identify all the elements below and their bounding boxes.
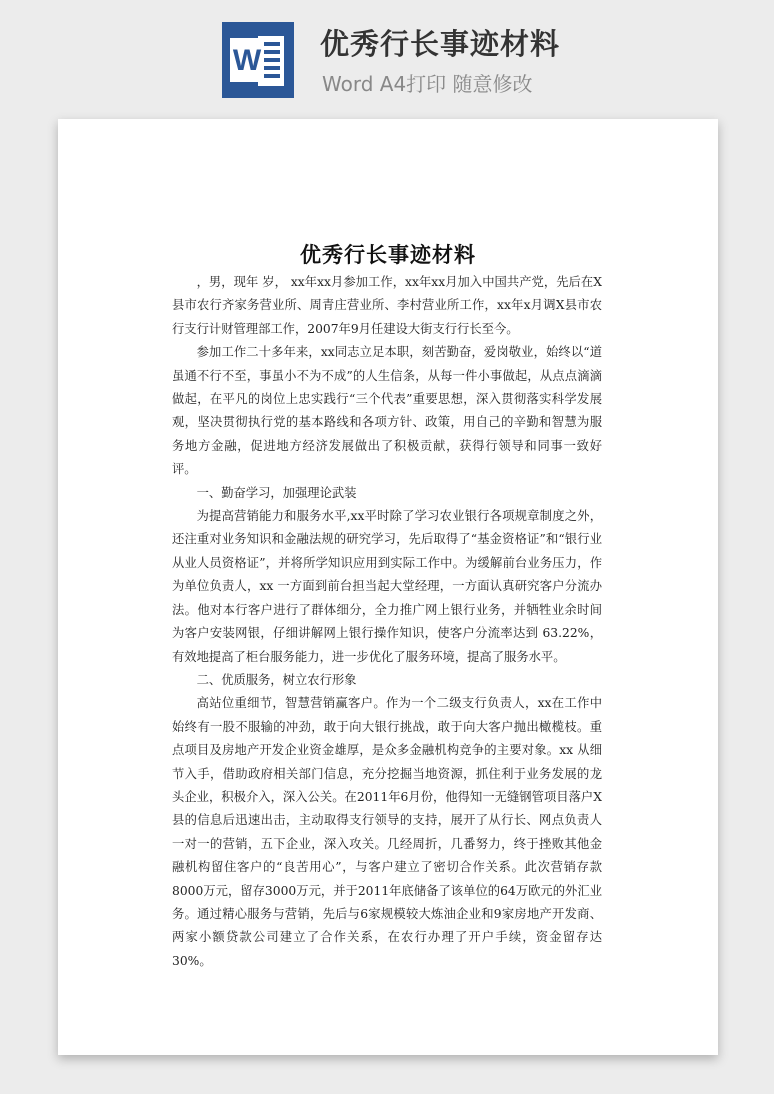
section-heading-study: 一、勤奋学习，加强理论武装 bbox=[196, 485, 357, 500]
banner-header bbox=[0, 0, 774, 112]
word-icon bbox=[222, 22, 294, 98]
paragraph-service: 高站位重细节，智慧营销赢客户。作为一个二级支行负责人，xx在工作中始终有一股不服输的冲劲，敢于向大银行挑战，敢于向大客户抛出橄榄枝。重点项目及房地产开发企业资金雄厚，是众多金融机构竞争的主要对象。xx 从细节入手，借助政府相关部门信息，充分挖掘当地资源，抓住利于业务发展的龙头企业，积极介入，深入公关。在2011年6月份，他得知一无缝钢管项目落户X县的信息后迅速出击，主动取得支行领导的支持，展开了从行长、网点负责人一对一的营销，五下企业，深入攻关。几经周折，几番努力，终于挫败其他金融机构留住客户的“良苦用心”，与客户建立了密切合作关系。此次营销存款8000万元，留存3000万元，并于2011年底储备了该单位的64万欧元的外汇业务。通过精心服务与营销，先后与6家规模较大炼油企业和9家房地产开发商、两家小额贷款公司建立了合作关系，在农行办理了开户手续，资金留存达30%。 bbox=[172, 696, 602, 968]
section-heading-service: 二、优质服务，树立农行形象 bbox=[196, 672, 357, 687]
document-title: 优秀行长事迹材料 bbox=[300, 242, 476, 267]
header-subtitle: Word A4打印 随意修改 bbox=[322, 72, 533, 96]
document-page bbox=[58, 119, 718, 1055]
word-icon-letter: W bbox=[232, 44, 262, 77]
document-body bbox=[172, 271, 602, 973]
header-title: 优秀行长事迹材料 bbox=[320, 27, 561, 61]
paragraph-study: 为提高营销能力和服务水平,xx平时除了学习农业银行各项规章制度之外，还注重对业务知识和金融法规的研究学习，先后取得了“基金资格证”和“银行业从业人员资格证”，并将所学知识应用到实际工作中。为缓解前台业务压力，作为单位负责人，xx 一方面到前台担当起大堂经理，一方面认真研究客户分流办法。他对本行客户进行了群体细分，全力推广网上银行业务，并牺牲业余时间为客户安装网银，仔细讲解网上银行操作知识，使客户分流率达到 63.22%，有效地提高了柜台服务能力，进一步优化了服务环境，提高了服务水平。 bbox=[172, 509, 602, 664]
paragraph-intro: ，男，现年 岁， xx年xx月参加工作，xx年xx月加入中国共产党，先后在X县市农行齐家务营业所、周青庄营业所、李村营业所工作，xx年x月调X县市农行支行计财管理部工作，2007年9月任建设大街支行行长至今。 bbox=[172, 275, 602, 336]
paragraph-overview: 参加工作二十多年来，xx同志立足本职，刻苦勤奋，爱岗敬业，始终以“道虽通不行不至，事虽小不为不成”的人生信条，从每一件小事做起，从点点滴滴做起，在平凡的岗位上忠实践行“三个代表”重要思想，深入贯彻落实科学发展观，坚决贯彻执行党的基本路线和各项方针、政策，用自己的辛勤和智慧为服务地方金融，促进地方经济发展做出了积极贡献，获得行领导和同事一致好评。 bbox=[172, 345, 602, 477]
